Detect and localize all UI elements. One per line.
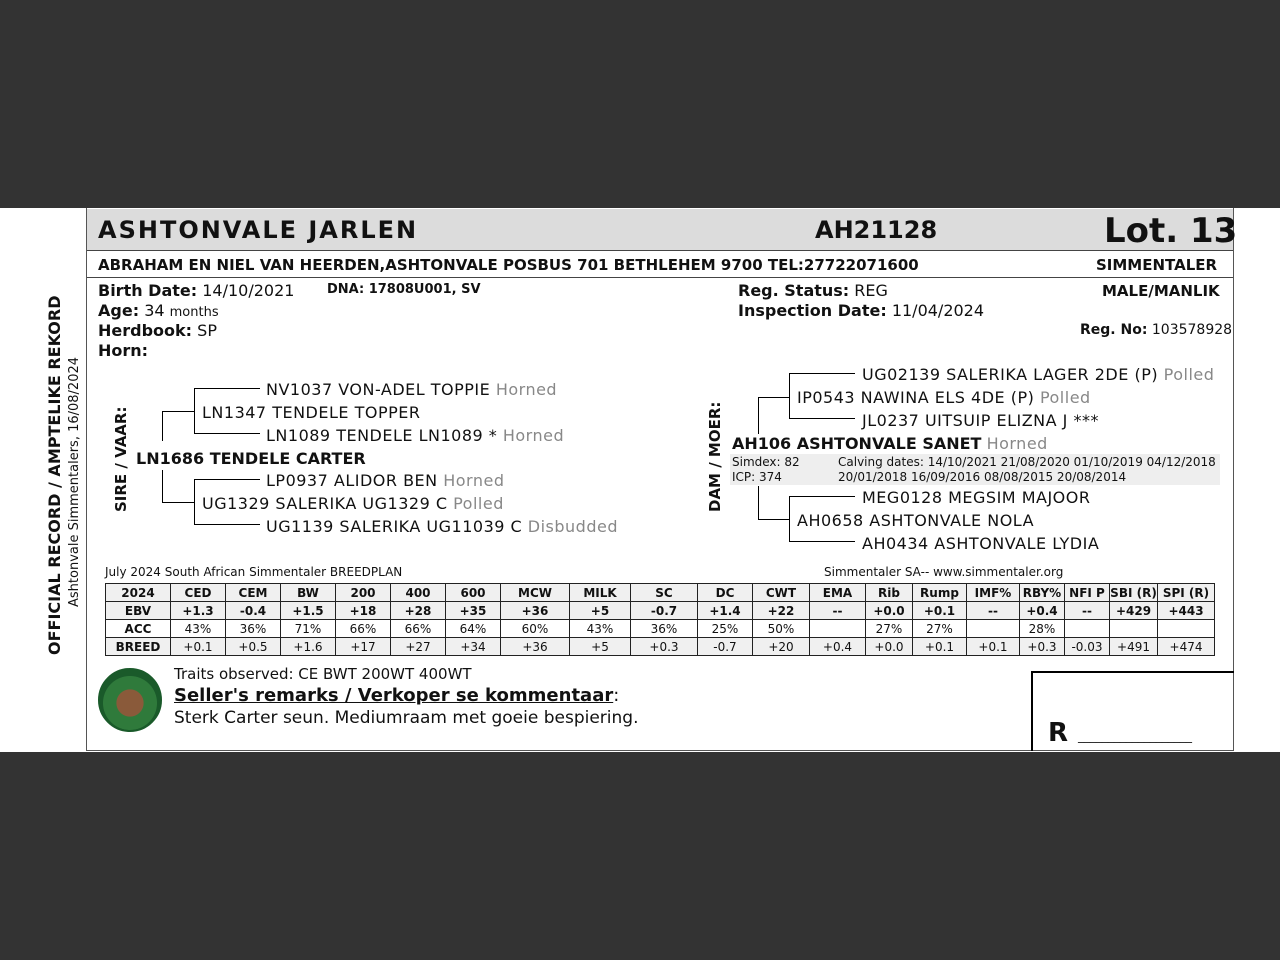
breedplan-cell: +0.4 — [1020, 602, 1065, 620]
animal-reg-code: AH21128 — [815, 216, 938, 244]
reg-status: Reg. Status: REG — [738, 281, 888, 300]
breedplan-cell: +18 — [336, 602, 391, 620]
breedplan-cell: 25% — [698, 620, 753, 638]
breedplan-cell — [1110, 620, 1158, 638]
reg-number: Reg. No: 103578928 — [1080, 322, 1233, 338]
horn-label: Horn: — [98, 341, 149, 360]
breedplan-cell: +0.5 — [226, 638, 281, 656]
sire-sire: LN1347 TENDELE TOPPER — [202, 403, 421, 422]
breedplan-cell: +5 — [570, 602, 631, 620]
breedplan-cell: 27% — [866, 620, 913, 638]
simmentaler-logo-icon — [98, 668, 162, 732]
breedplan-cell: 43% — [570, 620, 631, 638]
breedplan-header-cell: 2024 — [106, 584, 171, 602]
breedplan-cell: 36% — [631, 620, 698, 638]
traits-observed: Traits observed: CE BWT 200WT 400WT — [174, 665, 472, 683]
herdbook: Herdbook: SP — [98, 321, 217, 340]
breedplan-header-cell: 400 — [391, 584, 446, 602]
breedplan-header-cell: EMA — [810, 584, 866, 602]
breedplan-cell: +1.3 — [171, 602, 226, 620]
breedplan-cell — [1158, 620, 1215, 638]
breedplan-cell: +0.0 — [866, 602, 913, 620]
sire-sire-dam: LN1089 TENDELE LN1089 * Horned — [266, 426, 565, 445]
breedplan-cell: 60% — [501, 620, 570, 638]
breedplan-cell: EBV — [106, 602, 171, 620]
breedplan-header-cell: SC — [631, 584, 698, 602]
breedplan-header-cell: CED — [171, 584, 226, 602]
breedplan-cell: 36% — [226, 620, 281, 638]
sire-dam-sire: LP0937 ALIDOR BEN Horned — [266, 471, 505, 490]
sire-side-label: SIRE / VAAR: — [112, 406, 130, 512]
dam-dam: AH0658 ASHTONVALE NOLA — [797, 511, 1035, 530]
breedplan-cell: +0.4 — [810, 638, 866, 656]
breedplan-header-cell: Rump — [913, 584, 967, 602]
breedplan-header-cell: NFI P — [1065, 584, 1110, 602]
breedplan-header-cell: Rib — [866, 584, 913, 602]
breedplan-cell — [1065, 620, 1110, 638]
breedplan-cell: +474 — [1158, 638, 1215, 656]
breedplan-cell: +429 — [1110, 602, 1158, 620]
breedplan-table — [105, 583, 1215, 656]
dam-side-label: DAM / MOER: — [706, 401, 724, 512]
dam-sire: IP0543 NAWINA ELS 4DE (P) Polled — [797, 388, 1091, 407]
breedplan-row — [106, 638, 1215, 656]
breedplan-cell: -0.7 — [631, 602, 698, 620]
breedplan-cell: +27 — [391, 638, 446, 656]
breedplan-cell: -- — [1065, 602, 1110, 620]
breedplan-header-cell: SPI (R) — [1158, 584, 1215, 602]
breedplan-cell: +17 — [336, 638, 391, 656]
remarks-heading: Seller's remarks / Verkoper se kommentaar: — [174, 685, 620, 706]
inspection-date: Inspection Date: 11/04/2024 — [738, 301, 985, 320]
breedplan-cell: ACC — [106, 620, 171, 638]
breedplan-header-cell: CWT — [753, 584, 810, 602]
breedplan-cell: +36 — [501, 602, 570, 620]
breedplan-cell: -0.4 — [226, 602, 281, 620]
price-label: R — [1048, 718, 1069, 748]
animal-name: ASHTONVALE JARLEN — [98, 216, 419, 244]
seller-remarks: Sterk Carter seun. Mediumraam met goeie bespiering. — [174, 708, 639, 728]
age: Age: 34 months — [98, 301, 219, 320]
lot-number: Lot. 13 — [1104, 211, 1238, 251]
dam-name: AH106 ASHTONVALE SANET Horned — [732, 434, 1048, 453]
breedplan-row — [106, 620, 1215, 638]
sire-dam: UG1329 SALERIKA UG1329 C Polled — [202, 494, 504, 513]
dam-calving-dates: Calving dates: 14/10/2021 21/08/2020 01/10/2019 04/12/2018 — [838, 455, 1216, 469]
breedplan-cell: +0.1 — [171, 638, 226, 656]
breedplan-header-cell: MILK — [570, 584, 631, 602]
breedplan-cell: +0.1 — [967, 638, 1020, 656]
sex-label: MALE/MANLIK — [1102, 282, 1220, 300]
breedplan-row — [106, 602, 1215, 620]
dam-sire-dam: JL0237 UITSUIP ELIZNA J *** — [862, 411, 1099, 430]
breedplan-cell — [810, 620, 866, 638]
dam-sire-sire: UG02139 SALERIKA LAGER 2DE (P) Polled — [862, 365, 1215, 384]
dam-simdex: Simdex: 82 — [732, 455, 800, 469]
breed-label: SIMMENTALER — [1096, 256, 1218, 274]
breedplan-cell: 66% — [391, 620, 446, 638]
breedplan-cell: +0.1 — [913, 638, 967, 656]
breedplan-cell: -0.7 — [698, 638, 753, 656]
breedplan-cell: 64% — [446, 620, 501, 638]
lot-card-page — [0, 208, 1280, 752]
breedplan-cell: +1.4 — [698, 602, 753, 620]
breedplan-cell: +1.5 — [281, 602, 336, 620]
dam-dam-sire: MEG0128 MEGSIM MAJOOR — [862, 488, 1091, 507]
breedplan-cell — [967, 620, 1020, 638]
breedplan-cell: +28 — [391, 602, 446, 620]
breedplan-header-cell: 200 — [336, 584, 391, 602]
breedplan-cell: +0.3 — [631, 638, 698, 656]
price-line: ___________________ — [1078, 729, 1192, 743]
breedplan-header-cell: DC — [698, 584, 753, 602]
breedplan-header-cell: RBY% — [1020, 584, 1065, 602]
breedplan-cell: +22 — [753, 602, 810, 620]
breedplan-cell: 50% — [753, 620, 810, 638]
breedplan-cell: +36 — [501, 638, 570, 656]
sire-name: LN1686 TENDELE CARTER — [136, 449, 366, 468]
breedplan-header-cell: 600 — [446, 584, 501, 602]
breedplan-header-cell: CEM — [226, 584, 281, 602]
dna-info: DNA: 17808U001, SV — [327, 282, 481, 297]
breedplan-cell: +34 — [446, 638, 501, 656]
breedplan-cell: 27% — [913, 620, 967, 638]
sire-dam-dam: UG1139 SALERIKA UG11039 C Disbudded — [266, 517, 618, 536]
breedplan-cell: 71% — [281, 620, 336, 638]
breedplan-cell: -0.03 — [1065, 638, 1110, 656]
dam-icp: ICP: 374 — [732, 470, 782, 484]
breedplan-header-cell: IMF% — [967, 584, 1020, 602]
breedplan-cell: 28% — [1020, 620, 1065, 638]
breedplan-cell: +0.3 — [1020, 638, 1065, 656]
breedplan-cell: +443 — [1158, 602, 1215, 620]
breedplan-cell: -- — [810, 602, 866, 620]
dam-calving-dates-2: 20/01/2018 16/09/2016 08/08/2015 20/08/2014 — [838, 470, 1127, 484]
official-record-label: OFFICIAL RECORD / AMPTELIKE REKORD — [45, 295, 64, 655]
breedplan-cell: +1.6 — [281, 638, 336, 656]
breedplan-header-cell: SBI (R) — [1110, 585, 1157, 600]
breedplan-cell: BREED — [106, 638, 171, 656]
breedplan-cell: -- — [967, 602, 1020, 620]
breedplan-cell: +0.1 — [913, 602, 967, 620]
breedplan-header-cell: BW — [281, 584, 336, 602]
birth-date: Birth Date: 14/10/2021 — [98, 281, 295, 300]
record-source: Ashtonvale Simmentalers, 16/08/2024 — [67, 356, 82, 607]
sire-sire-sire: NV1037 VON-ADEL TOPPIE Horned — [266, 380, 558, 399]
breedplan-cell: +5 — [570, 638, 631, 656]
owner-address: ABRAHAM EN NIEL VAN HEERDEN,ASHTONVALE POSBUS 701 BETHLEHEM 9700 TEL:27722071600 — [98, 256, 919, 274]
breedplan-cell: +35 — [446, 602, 501, 620]
breedplan-cell: 66% — [336, 620, 391, 638]
breedplan-cell: +0.0 — [866, 638, 913, 656]
breedplan-cell: +20 — [753, 638, 810, 656]
breedplan-cell: +491 — [1110, 638, 1158, 656]
breedplan-caption: July 2024 South African Simmentaler BREEDPLAN — [105, 565, 403, 579]
breedplan-cell: 43% — [171, 620, 226, 638]
breedplan-header-cell: MCW — [501, 584, 570, 602]
dam-dam-dam: AH0434 ASHTONVALE LYDIA — [862, 534, 1100, 553]
breedplan-source: Simmentaler SA-- www.simmentaler.org — [824, 565, 1064, 579]
